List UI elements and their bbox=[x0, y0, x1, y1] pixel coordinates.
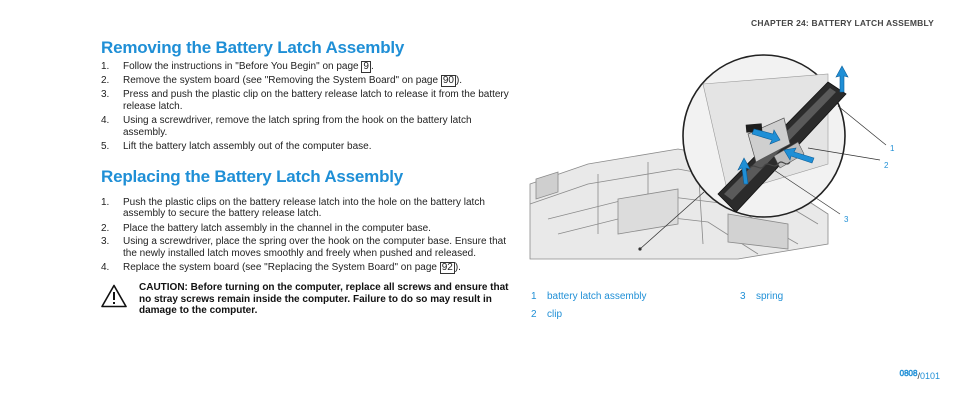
replacing-title: Replacing the Battery Latch Assembly bbox=[101, 166, 404, 186]
legend-item: 3 spring bbox=[740, 291, 784, 302]
removing-step-1: 1. Follow the instructions in "Before You Begin" on page 9 . bbox=[101, 61, 374, 72]
replacing-steps bbox=[101, 197, 513, 275]
replacing-step-2: 2. Place the battery latch assembly in the channel in the computer base. bbox=[101, 222, 431, 234]
warning-triangle-icon bbox=[101, 284, 127, 308]
replacing-step-3: 3. Using a screwdriver, place the spring over the hook on the computer base. Ensure that the newly installed latch moves smoothly and freely when pushed and released. bbox=[101, 236, 506, 259]
legend-item: 2 clip bbox=[531, 309, 563, 320]
removing-step-5: 5. Lift the battery latch assembly out of the computer base. bbox=[101, 141, 372, 152]
battery-latch-illustration bbox=[528, 44, 898, 264]
caution-note: CAUTION: Before turning on the computer, replace all screws and ensure that no stray screws remain inside the computer. Failure to do so may result in damage to the computer. bbox=[101, 282, 513, 317]
removing-step-4: 4. Using a screwdriver, remove the latch spring from the hook on the battery latch assembly. bbox=[101, 115, 472, 138]
removing-steps bbox=[101, 61, 513, 153]
chapter-header: CHAPTER 24: BATTERY LATCH ASSEMBLY bbox=[751, 18, 934, 28]
callout-dot bbox=[638, 247, 641, 250]
replacing-step-1: 1. Push the plastic clips on the battery release latch into the hole on the battery latch assembly to secure the battery release latch. bbox=[101, 196, 485, 219]
page-link-92[interactable]: 92 bbox=[441, 262, 453, 273]
magnified-detail bbox=[683, 55, 848, 217]
legend-item: 1 battery latch assembly bbox=[531, 291, 647, 302]
instructions-column bbox=[101, 38, 513, 317]
figure-legend-left bbox=[531, 291, 647, 327]
removing-title: Removing the Battery Latch Assembly bbox=[101, 38, 405, 57]
figure-legend-right bbox=[740, 291, 783, 309]
callout-1: 1 bbox=[890, 144, 895, 153]
callout-2: 2 bbox=[884, 161, 889, 170]
callout-3: 3 bbox=[844, 215, 849, 224]
page-link-9[interactable]: 9 bbox=[363, 61, 369, 72]
removing-step-2: 2. Remove the system board (see "Removing the System Board" on page 90 ). bbox=[101, 75, 463, 86]
removing-step-3: 3. Press and push the plastic clip on the battery release latch to release it from the battery release latch. bbox=[101, 89, 509, 112]
page-number: 0808/0101 bbox=[899, 369, 940, 381]
replacing-step-4: 4. Replace the system board (see "Replacing the System Board" on page 92 ). bbox=[101, 262, 461, 273]
page-link-90[interactable]: 90 bbox=[442, 75, 454, 86]
